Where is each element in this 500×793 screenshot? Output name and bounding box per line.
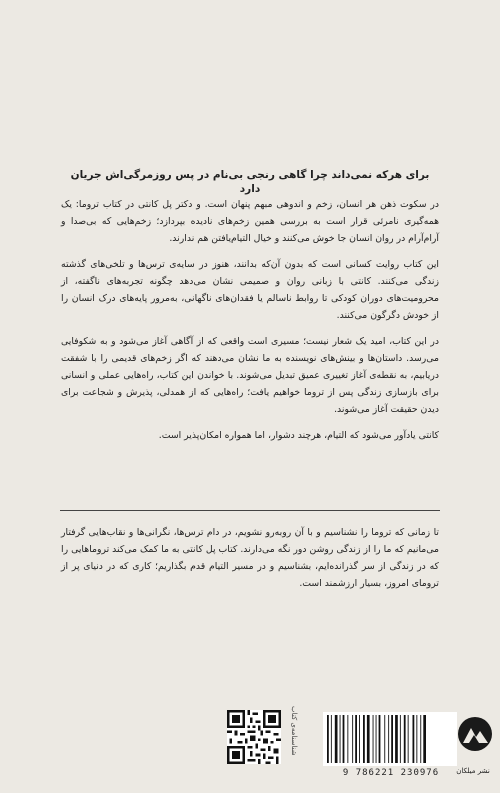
blurb-paragraph-4: کانتی یادآور می‌شود که التیام، هرچند دشوار، اما همواره امکان‌پذیر است. [158, 430, 439, 441]
publisher-name: نشر میلکان [456, 767, 490, 775]
qr-caption: شناسنامه‌ی کتاب [290, 706, 298, 756]
blurb-paragraph-1: در سکوت ذهن هر انسان، زخم و اندوهی مبهم پنهان است. و دکتر پل کانتی در کتاب تروما: یک همه‌گیری نامرئی قرار است به بررسی همین زخم‌های نادیده بپردازد؛ زخم‌هایی که بی‌صدا و آرام‌آرام در روان انسان جا خوش می‌کنند و خیال التیام‌یافتن هم ندارند. [61, 199, 439, 244]
isbn-number: 9 786221 230976 [342, 768, 440, 778]
closing-paragraph: تا زمانی که تروما را نشناسیم و با آن روبه‌رو نشویم، در دام ترس‌ها، نگرانی‌ها و نقاب‌هایی گرفتار می‌مانیم که ما را از زندگی روشن دور نگه می‌دارند. کتاب پل کانتی به ما کمک می‌کند تروماهایی را که در زندگی از سر گذرانده‌ایم، بشناسیم و در مسیر التیام قدم بگذاریم؛ کاری که در دنیای پر از ترومای امروز، بسیار ارزشمند است. [61, 527, 439, 589]
section-divider [60, 510, 440, 511]
blurb-body [61, 196, 439, 453]
qr-code-icon[interactable] [227, 710, 281, 764]
publisher-logo-icon [457, 716, 493, 768]
barcode-icon [323, 712, 457, 766]
closing-section [61, 524, 439, 592]
blurb-paragraph-2: این کتاب روایت کسانی است که بدون آن‌که بدانند، هنوز در سایه‌ی ترس‌ها و تلخی‌های گذشته زندگی می‌کنند. کانتی با زبانی روان و صمیمی نشان می‌دهد چگونه تجربه‌های ناگفته، از محرومیت‌های دوران کودکی تا روابط ناسالم یا فقدان‌های ناگهانی، به‌مرور پایه‌های درک انسان را از خودش دگرگون می‌کنند. [61, 259, 439, 321]
back-cover-headline: برای هرکه نمی‌داند چرا گاهی رنجی بی‌نام در پس روزمرگی‌اش جریان دارد [70, 169, 430, 195]
blurb-paragraph-3: در این کتاب، امید یک شعار نیست؛ مسیری است واقعی که از آگاهی آغاز می‌شود و به شکوفایی می‌رسد. داستان‌ها و بینش‌های نویسنده به ما نشان می‌دهند که اگر زخم‌های قدیمی را با شفقت دریابیم، به نقطه‌ی آغاز تغییری عمیق تبدیل می‌شوند. با خواندن این کتاب، راه‌هایی عملی و انسانی برای بازسازی زندگی پس از تروما خواهیم یافت؛ راه‌هایی که از همدلی، پذیرش و شجاعت برای دیدن حقیقت آغاز می‌شوند. [61, 336, 439, 415]
